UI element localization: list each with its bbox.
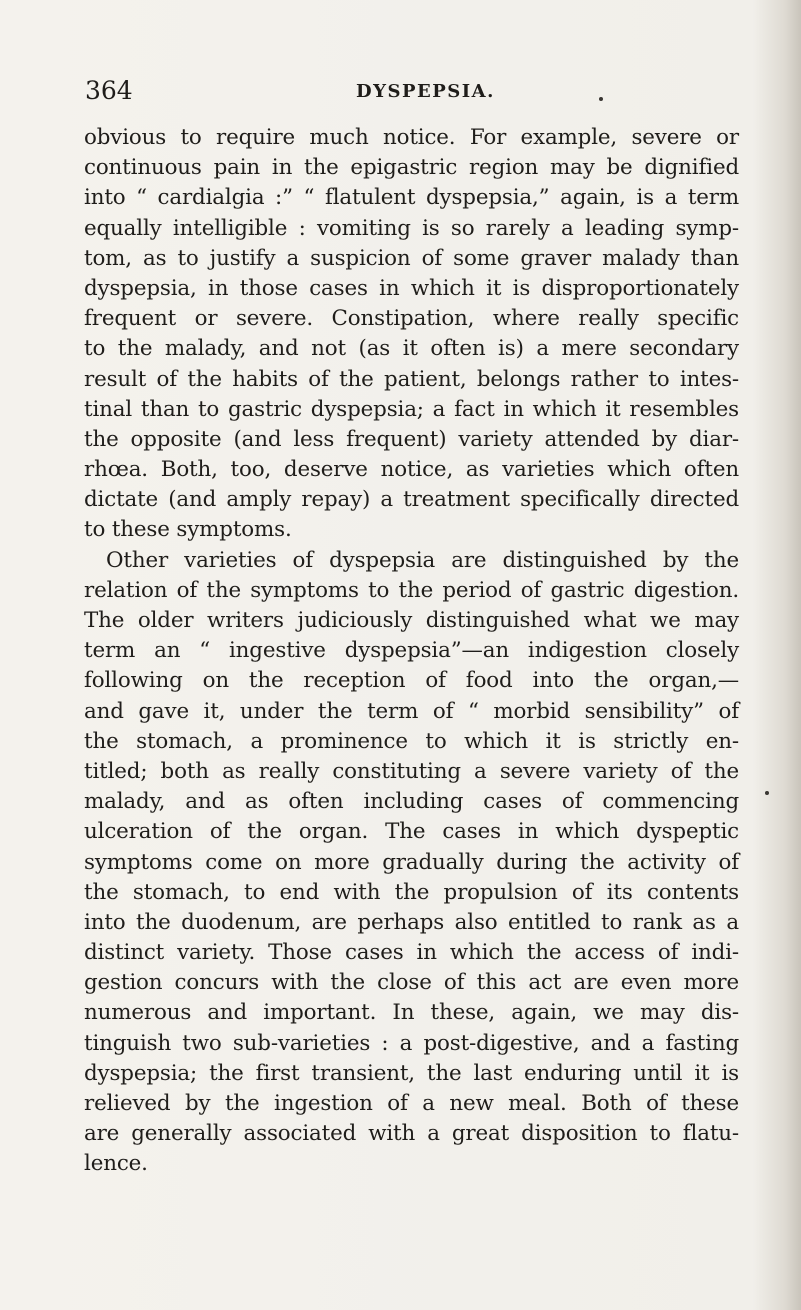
text-line: equally intelligible : vomiting is so rarely a leading symp- — [84, 215, 739, 241]
text-line: symptoms come on more gradually during the activity of — [84, 849, 739, 875]
text-line: are generally associated with a great disposition to flatu- — [84, 1121, 739, 1147]
page-number: 364 — [85, 76, 133, 105]
text-line: titled; both as really constituting a severe variety of the — [84, 758, 739, 784]
page-header — [85, 76, 725, 106]
text-line: tinguish two sub-varieties : a post-digestive, and a fasting — [84, 1030, 739, 1056]
paragraph-start-line: Other varieties of dyspepsia are distinguished by the — [106, 547, 739, 573]
text-line: relieved by the ingestion of a new meal. Both of these — [84, 1091, 739, 1116]
margin-speck — [599, 97, 603, 101]
text-line: result of the habits of the patient, belongs rather to intes- — [84, 366, 739, 392]
text-line: ulceration of the organ. The cases in which dyspeptic — [84, 819, 739, 845]
text-line: and gave it, under the term of “ morbid sensibility” of — [84, 698, 739, 724]
running-title: DYSPEPSIA. — [356, 81, 495, 102]
text-line: tinal than to gastric dyspepsia; a fact in which it resembles — [84, 396, 739, 422]
body-text — [84, 123, 739, 1180]
text-line: frequent or severe. Constipation, where really specific — [84, 306, 739, 332]
text-line: rhœa. Both, too, deserve notice, as varieties which often — [84, 457, 739, 483]
text-line: lence. — [84, 1151, 148, 1177]
text-line: relation of the symptoms to the period of gastric digestion. — [84, 577, 739, 603]
text-line: to these symptoms. — [84, 517, 292, 543]
text-line: continuous pain in the epigastric region may be dignified — [84, 155, 739, 181]
text-line: obvious to require much notice. For example, severe or — [84, 125, 739, 150]
text-line: gestion concurs with the close of this act are even more — [84, 970, 739, 996]
text-line: into the duodenum, are perhaps also entitled to rank as a — [84, 909, 739, 935]
text-line: into “ cardialgia :” “ flatulent dyspepsia,” again, is a term — [84, 185, 739, 211]
text-line: the stomach, a prominence to which it is strictly en- — [84, 728, 739, 754]
text-line: distinct variety. Those cases in which the access of indi- — [84, 940, 739, 966]
text-line: tom, as to justify a suspicion of some graver malady than — [84, 245, 739, 271]
text-line: following on the reception of food into the organ,— — [84, 668, 739, 694]
text-line: numerous and important. In these, again, we may dis- — [84, 1000, 739, 1026]
margin-speck — [765, 791, 769, 795]
text-line: to the malady, and not (as it often is) a mere secondary — [84, 336, 739, 362]
text-line: the opposite (and less frequent) variety attended by diar- — [84, 426, 739, 452]
text-line: The older writers judiciously distinguished what we may — [84, 608, 739, 633]
text-line: malady, and as often including cases of commencing — [84, 789, 739, 815]
text-line: dictate (and amply repay) a treatment specifically directed — [84, 487, 739, 513]
text-line: the stomach, to end with the propulsion of its contents — [84, 879, 739, 905]
text-line: term an “ ingestive dyspepsia”—an indigestion closely — [84, 638, 739, 664]
text-line: dyspepsia, in those cases in which it is disproportionately — [84, 275, 739, 301]
text-line: dyspepsia; the first transient, the last enduring until it is — [84, 1060, 739, 1086]
